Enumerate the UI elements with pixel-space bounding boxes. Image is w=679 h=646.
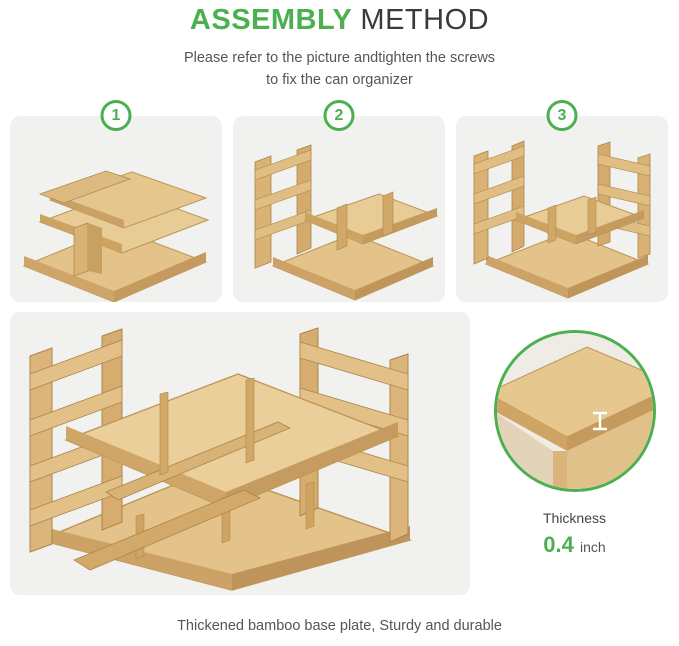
assembled-product-illustration (10, 312, 470, 595)
subtitle-line-1: Please refer to the picture andtighten the screws (183, 50, 496, 66)
step-3-illustration (456, 116, 668, 302)
step-card-1 (10, 106, 222, 302)
assembly-steps (10, 106, 669, 302)
step-2-illustration (233, 116, 445, 302)
step-badge-2: 2 (324, 100, 355, 131)
assembled-product-photo (10, 312, 470, 595)
thickness-zoom-illustration (497, 333, 656, 492)
page-title-secondary: METHOD (360, 4, 490, 36)
footer-caption: Thickened bamboo base plate, Sturdy and durable (177, 618, 502, 634)
page-subtitle (0, 47, 679, 91)
step-1-illustration (10, 116, 222, 302)
step-badge-1: 1 (101, 100, 132, 131)
thickness-detail (480, 312, 669, 595)
step-card-3 (456, 106, 668, 302)
page-title-primary: ASSEMBLY (189, 4, 352, 36)
thickness-unit: inch (580, 539, 606, 555)
thickness-zoom-circle (494, 330, 656, 492)
thickness-number: 0.4 (543, 532, 574, 557)
subtitle-line-2: to fix the can organizer (266, 72, 413, 88)
page-title (0, 4, 679, 37)
step-card-2 (233, 106, 445, 302)
step-badge-3: 3 (547, 100, 578, 131)
thickness-label: Thickness (542, 510, 607, 526)
thickness-value (480, 532, 669, 558)
infographic-page (0, 4, 679, 646)
